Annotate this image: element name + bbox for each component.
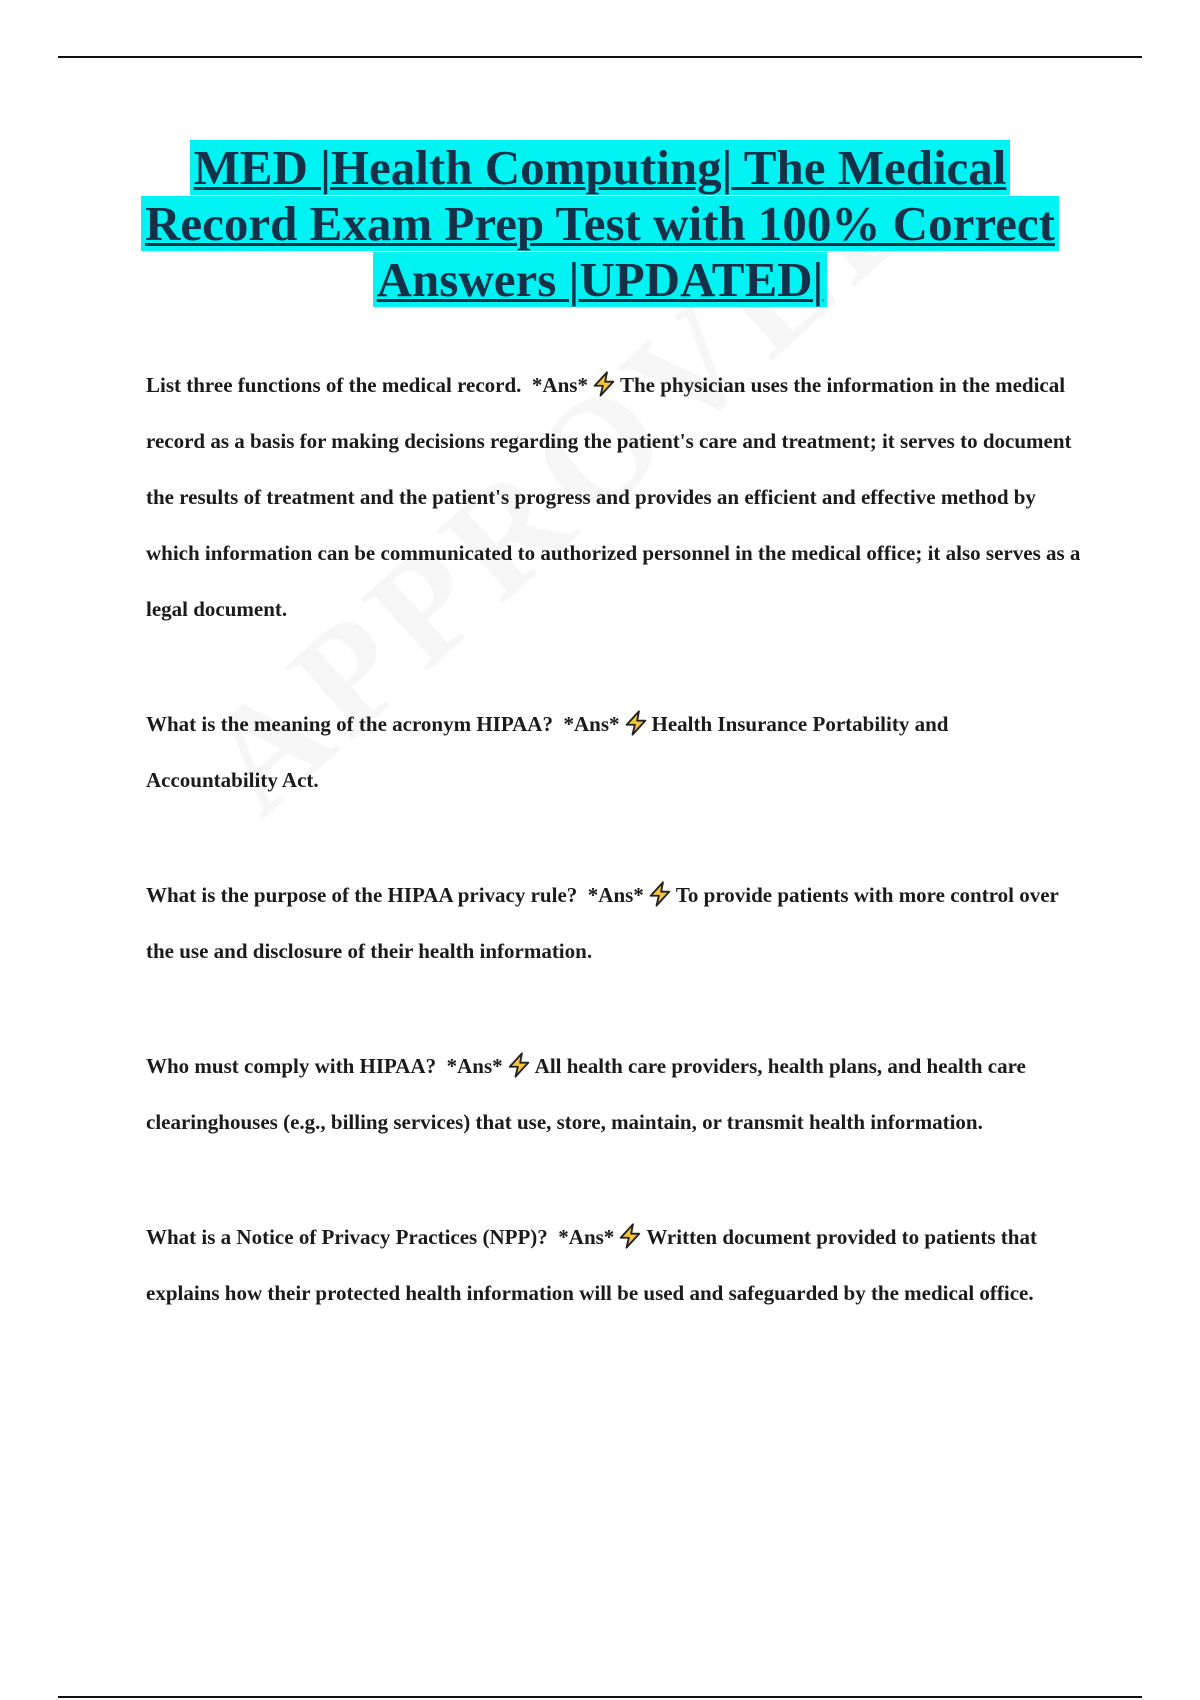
title-link[interactable]	[141, 140, 1059, 307]
answer-marker: *Ans*	[587, 883, 644, 907]
question-text: What is the purpose of the HIPAA privacy rule?	[146, 883, 578, 907]
document-title	[120, 140, 1080, 308]
question-text: What is the meaning of the acronym HIPAA?	[146, 712, 553, 736]
qa-item	[146, 867, 1082, 979]
lightning-bolt-icon	[505, 1051, 533, 1079]
lightning-bolt-icon	[590, 370, 618, 398]
lightning-bolt-icon	[646, 880, 674, 908]
header-rule	[58, 56, 1142, 58]
question-text: List three functions of the medical record.	[146, 373, 522, 397]
qa-item	[146, 357, 1082, 637]
qa-item	[146, 696, 1082, 808]
qa-list	[146, 357, 1082, 1380]
answer-marker: *Ans*	[446, 1054, 503, 1078]
answer-marker: *Ans*	[558, 1225, 615, 1249]
question-text: What is a Notice of Privacy Practices (NPP)?	[146, 1225, 548, 1249]
answer-text: All health care providers, health plans, and health care clearinghouses (e.g., billing services) that use, store, maintain, or transmit health information.	[146, 1054, 1026, 1134]
qa-item	[146, 1209, 1082, 1321]
qa-item	[146, 1038, 1082, 1150]
answer-text: To provide patients with more control over the use and disclosure of their health information.	[146, 883, 1059, 963]
answer-text: The physician uses the information in the medical record as a basis for making decisions regarding the patient's care and treatment; it serves to document the results of treatment and the patient's progress and provides an efficient and effective method by which information can be communicated to authorized personnel in the medical office; it also serves as a legal document.	[146, 373, 1081, 621]
answer-marker: *Ans*	[531, 373, 588, 397]
answer-text: Written document provided to patients that explains how their protected health information will be used and safeguarded by the medical office.	[146, 1225, 1037, 1305]
title-block	[120, 140, 1080, 308]
lightning-bolt-icon	[622, 709, 650, 737]
footer-rule	[58, 1696, 1142, 1698]
answer-marker: *Ans*	[563, 712, 620, 736]
question-text: Who must comply with HIPAA?	[146, 1054, 437, 1078]
answer-text: Health Insurance Portability and Accountability Act.	[146, 712, 949, 792]
lightning-bolt-icon	[616, 1222, 644, 1250]
title-text: MED |Health Computing| The Medical Record Exam Prep Test with 100% Correct Answers |UPDATED|	[141, 140, 1059, 307]
